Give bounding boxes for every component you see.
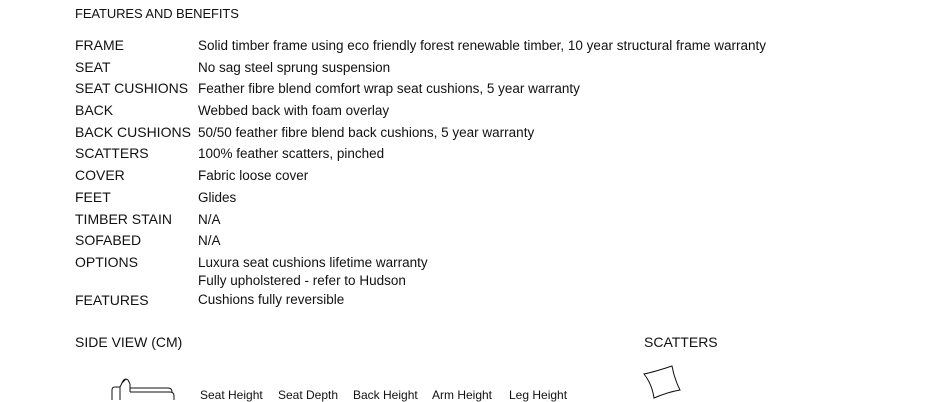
spec-row-back-cushions: [75, 122, 875, 144]
spec-label: BACK CUSHIONS: [75, 123, 191, 140]
spec-value: Fabric loose cover: [198, 168, 309, 184]
spec-value: Fully upholstered - refer to Hudson: [198, 272, 406, 288]
spec-value: N/A: [198, 211, 221, 227]
spec-value: Feather fibre blend comfort wrap seat cushions, 5 year warranty: [198, 81, 580, 97]
spec-value: 100% feather scatters, pinched: [198, 146, 385, 162]
spec-row-feet: [75, 187, 875, 209]
spec-row-sofabed: [75, 230, 875, 252]
spec-label: TIMBER STAIN: [75, 210, 172, 227]
spec-row-timber-stain: [75, 209, 875, 231]
spec-value: Webbed back with foam overlay: [198, 103, 390, 119]
spec-value: Luxura seat cushions lifetime warranty: [198, 254, 428, 270]
spec-value: Cushions fully reversible: [198, 291, 345, 307]
spec-label: OPTIONS: [75, 253, 139, 270]
spec-label: SEAT: [75, 58, 111, 75]
dimension-seat-height: Seat Height: [200, 388, 263, 402]
spec-row-features: [75, 290, 875, 310]
spec-label: FRAME: [75, 37, 124, 53]
scatters-title: SCATTERS: [644, 334, 718, 350]
spec-value: Glides: [198, 189, 237, 205]
dimension-leg-height: Leg Height: [509, 388, 568, 402]
features-heading: FEATURES AND BENEFITS: [75, 6, 239, 21]
spec-value: No sag steel sprung suspension: [198, 59, 391, 75]
spec-value: 50/50 feather fibre blend back cushions, 5 year warranty: [198, 124, 535, 140]
spec-row-options-note: [75, 272, 875, 290]
spec-value: N/A: [198, 233, 221, 249]
spec-label: BACK: [75, 102, 114, 119]
dimension-arm-height: Arm Height: [432, 388, 493, 402]
side-view-title: SIDE VIEW (CM): [75, 334, 183, 350]
sofa-side-view-icon: [108, 378, 178, 400]
dimension-seat-depth: Seat Depth: [278, 388, 339, 402]
spec-row-cover: [75, 165, 875, 187]
spec-label: SOFABED: [75, 232, 142, 249]
spec-row-options: [75, 252, 875, 274]
spec-label: FEATURES: [75, 291, 149, 308]
spec-label: SEAT CUSHIONS: [75, 80, 189, 97]
spec-row-frame: [75, 35, 875, 57]
spec-table: [75, 35, 875, 310]
spec-row-seat-cushions: [75, 78, 875, 100]
spec-label: SCATTERS: [75, 145, 149, 162]
spec-row-back: [75, 100, 875, 122]
spec-label: COVER: [75, 167, 125, 184]
spec-label: FEET: [75, 188, 111, 205]
spec-row-seat: [75, 57, 875, 79]
scatter-cushion-icon: [640, 364, 688, 400]
spec-row-scatters: [75, 143, 875, 165]
spec-value: Solid timber frame using eco friendly forest renewable timber, 10 year structural frame warranty: [198, 38, 766, 53]
dimension-back-height: Back Height: [353, 388, 418, 402]
